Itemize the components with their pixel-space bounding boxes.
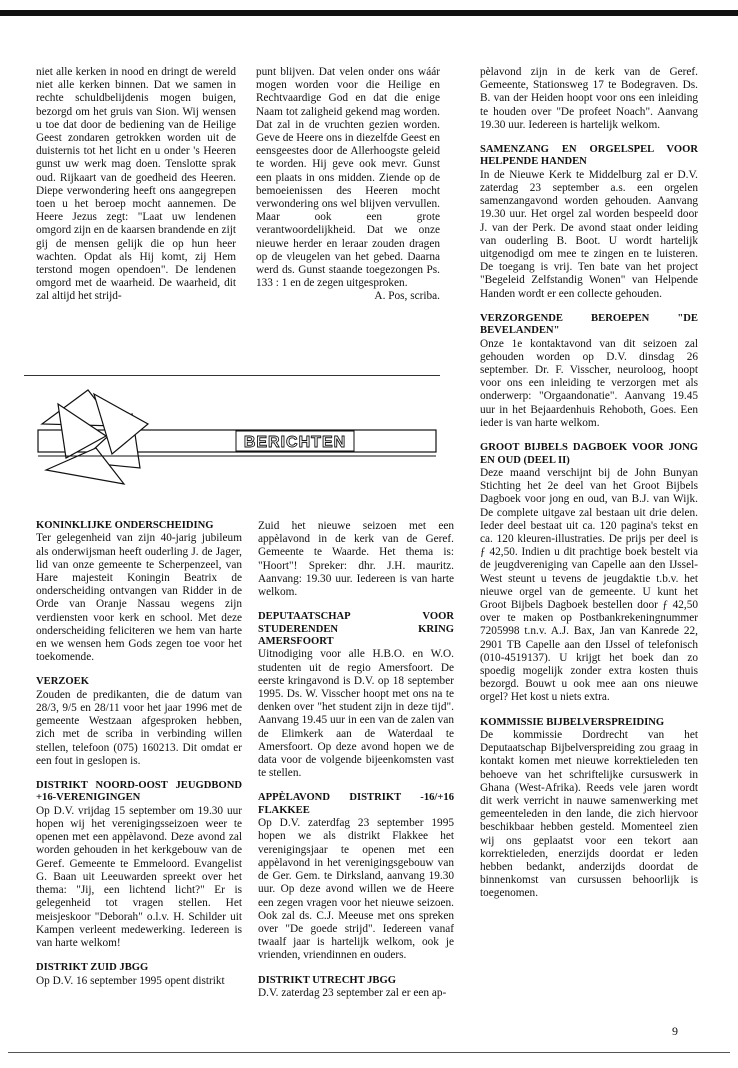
news-body: Op D.V. zaterdfag 23 september 1995 hopen we als distrikt Flakkee het verenigingsjaar te openen met een appèlavond in het verenigingsgebouw van de Ger. Gem. te Dirksland, aanvang 19.30 uur. Op deze avond willen we de Heere een zegen vragen voor het nieuwe seizoen. Ook zal ds. C.J. Meeuse met ons spreken over "De goede strijd". Iedereen vanaf twaalf jaar is hartelijk welkom, ook je vrienden, vriendinnen en ouders.	[258, 817, 454, 962]
news-item	[258, 611, 454, 780]
news-item	[480, 442, 698, 704]
top-rule	[0, 10, 738, 16]
news-body: pèlavond zijn in de kerk van de Geref. Gemeente, Stationsweg 17 te Bodegraven. Ds. B. van der Heiden hoopt voor ons een inleiding te houden over "De profeet Noach". Aanvang 19.30 uur. Iedereen is hartelijk welkom.	[480, 66, 698, 131]
news-item	[258, 975, 454, 1001]
news-heading: KOMMISSIE BIJBELVERSPREIDING	[480, 716, 665, 728]
news-item	[480, 313, 698, 430]
news-body: De kommissie Dordrecht van het Deputaatschap Bijbelverspreiding zou graag in kontakt komen met nieuwe korrektieleden ten behoeve van het schriftelijke cursuswerk in Ghana (West-Afrika). Reeds vele jaren wordt dit werk verricht in nauwe samenwerking met gemeenteleden in den lande, die zich hiervoor beschikbaar hebben gesteld. Momenteel zien wij ons geplaatst voor een tekort aan korrektieleden, enerzijds doordat er leden hebben bedankt, anderzijds doordat de binnenkomst van cursussen behoorlijk is toegenomen.	[480, 728, 698, 900]
news-item	[36, 520, 242, 664]
news-item	[258, 792, 454, 962]
news-body: Onze 1e kontaktavond van dit seizoen zal gehouden worden op D.V. dinsdag 26 september. Dr. F. Visscher, neuroloog, hoopt voor ons een inleiding te verzorgen met als onderwerp: "Orgaandonatie". Aanvang 19.45 uur in het Bejaardenhuis Rehoboth, Goes. Een ieder is van harte welkom.	[480, 337, 698, 429]
banner-title: BERICHTEN	[243, 434, 347, 451]
news-body: Op D.V. 16 september 1995 opent distrikt	[36, 974, 225, 987]
news-body: Uitnodiging voor alle H.B.O. en W.O. studenten uit de regio Amersfoort. De eerste kringavond is D.V. op 18 september 1995. Ds. W. Visscher hoopt met ons na te denken over "het student zijn in deze tijd". Aanvang 19.45 uur in een van de zalen van de Elimkerk aan de Waterdaal te Amersfoort. Op deze avond hopen we de data voor de volgende bijeenkomsten vast te stellen.	[258, 648, 454, 780]
news-heading: SAMENZANG EN ORGELSPEL VOOR HELPENDE HANDEN	[480, 144, 698, 168]
news-item	[258, 520, 454, 599]
news-heading: APPÈLAVOND DISTRIKT -16/+16 FLAKKEE	[258, 792, 454, 816]
news-col-1	[36, 520, 242, 1000]
news-col-2	[258, 520, 454, 1012]
article-text-2: punt blijven. Dat velen onder ons wáár mogen worden voor die Heilige en Rechtvaardige God en dat die enige Naam tot zaligheid gekend mag worden. Dat zal in de vruchten gezien worden. Geve de Heere ons in diezelfde Geest en eensgeestes door de Allerhoogste geleid te worden. Hij geve ook mevr. Gunst een plaats in ons midden. Ziende op de bemoeienissen des Heeren mocht verwondering ons wel blijven vervullen. Maar ook een grote verantwoordelijkheid. Dat we onze nieuwe herder en leraar zouden dragen op de vleugelen van het gebed. Daarna werd ds. Gunst staande toegezongen Ps. 133 : 1 en de zegen uitgesproken.	[256, 66, 440, 290]
news-body: Op D.V. vrijdag 15 september om 19.30 uur hopen wij het verenigingsseizoen weer te openen met een appèlavond. Deze avond zal worden gehouden in het kerkgebouw van de Geref. Gemeente te Emmeloord. Evangelist G. Baan uit Leeuwarden spreekt over het thema: "Jij, een lichtend licht?" Er is gelegenheid tot vragen stellen. Het meisjeskoor "Deborah" o.l.v. H. Schilder uit Kampen verleent medewerking. Iedereen is van harte welkom!	[36, 804, 242, 949]
news-item	[480, 66, 698, 132]
news-item	[36, 962, 242, 988]
news-body: Ter gelegenheid van zijn 40-jarig jubileum als onderwijsman heeft ouderling J. de Jager, lid van onze gemeente te Scherpenzeel, van Hare majesteit Koningin Beatrix de onderscheiding ontvangen van Ridder in de Orde van Oranje Nassau wegens zijn verdiensten voor kerk en school. Met deze onderscheiding feliciteren we hem van harte en we wensen hem Gods zegen toe voor het toekomende.	[36, 532, 242, 664]
news-heading: GROOT BIJBELS DAGBOEK VOOR JONG EN OUD (DEEL II)	[480, 442, 698, 466]
article-text-1: niet alle kerken in nood en dringt de wereld niet alle kerken binnen. Dat we samen in rechte schuldbelijdenis mogen buigen, bezorgd om het gruis van Sion. Wij wensen u toe dat door de bediening van de Heilige Geest zondaren getrokken worden uit de duisternis tot het licht en u onder 's Heeren gunst uw werk mag doen. Tenslotte sprak oud. Rijkaart van de goedheid des Heeren. Diepe verwondering heeft ons aangegrepen toen u het beroep mocht aannemen. De Heere Jezus zegt: "Laat uw lendenen omgord zijn en de kaarsen brandende en zijt gij de mensen gelijk die op hun heer wachten. Opdat als Hij komt, zij Hem terstond mogen opendoen". De lendenen omgord met de waarheid. De waarheid, dit zal altijd het strijd-	[36, 66, 236, 303]
news-heading: KONINKLIJKE ONDERSCHEIDING	[36, 520, 214, 531]
news-item	[36, 780, 242, 950]
section-divider	[24, 375, 440, 376]
news-body: Zouden de predikanten, die de datum van 28/3, 9/5 en 28/11 voor het jaar 1996 met de gemeente Westzaan afgesproken hebben, zich met de scriba in verbinding willen stellen, telefoon (075) 160213. Dit omdat er een fout in geslopen is.	[36, 688, 242, 767]
news-body: D.V. zaterdag 23 september zal er een ap-	[258, 986, 447, 999]
article-col-1	[36, 66, 236, 304]
news-item	[480, 144, 698, 301]
news-heading: DISTRIKT NOORD-OOST JEUGDBOND +16-VERENIGINGEN	[36, 780, 242, 804]
news-heading: DEPUTAATSCHAP VOOR STUDERENDEN KRING AMERSFOORT	[258, 611, 454, 648]
bottom-rule	[8, 1052, 730, 1053]
news-item	[480, 717, 698, 901]
page-number: 9	[672, 1024, 678, 1038]
article-signature: A. Pos, scriba.	[374, 290, 440, 303]
article-col-2	[256, 66, 440, 304]
news-heading: VERZOEK	[36, 676, 89, 688]
berichten-banner	[36, 384, 440, 492]
news-heading: DISTRIKT ZUID JBGG	[36, 962, 149, 974]
news-body: Zuid het nieuwe seizoen met een appèlavond in de kerk van de Geref. Gemeente te Waarde. Het thema is: "Hoort"! Spreker: dhr. J.H. mauritz. Aanvang: 19.30 uur. Iedereen is van harte welkom.	[258, 520, 454, 599]
news-item	[36, 676, 242, 768]
news-col-3	[480, 66, 698, 913]
news-heading: VERZORGENDE BEROEPEN "DE BEVELANDEN"	[480, 312, 698, 337]
news-heading: DISTRIKT UTRECHT JBGG	[258, 974, 396, 986]
news-body: In de Nieuwe Kerk te Middelburg zal er D.V. zaterdag 23 september a.s. een orgelen samenzangavond worden gehouden. Aanvang 19.30 uur. Het orgel zal worden bespeeld door J. van der Perk. De avond staat onder leiding van ouderling B. Boot. U wordt hartelijk uitgenodigd om mee te zingen en te luisteren. De toegang is vrij. Ten bate van het project "Begeleid Zelfstandig Wonen" van Helpende Handen wordt er een collecte gehouden.	[480, 168, 698, 300]
news-body: Deze maand verschijnt bij de John Bunyan Stichting het 2e deel van het Groot Bijbels Dagboek voor jong en oud, van B.J. van Wijk. De complete uitgave zal bestaan uit drie delen. Ieder deel bestaat uit ca. 120 pagina's tekst en ca. 120 kleuren-illustraties. De prijs per deel is ƒ 42,50. Indien u dit prachtige boek bestelt via de jeugdvereniging van Capelle aan den IJssel-West steunt u tevens de jeugdaktie t.b.v. het nieuwe orgel van de gemeente. U kunt het Groot Bijbels Dagboek bestellen door ƒ 42,50 over te maken op Postbankrekeningnummer 7205998 t.n.v. A.J. Bax, Jan van Kanrede 22, 2901 TB Capelle aan den IJssel of telefonisch (010-4519137). U krijgt het boek dan zo spoedig mogelijk zonder extra kosten thuis bezorgd. Bouwt u ook mee aan ons nieuwe orgel? Het kost u niets extra.	[480, 466, 698, 704]
